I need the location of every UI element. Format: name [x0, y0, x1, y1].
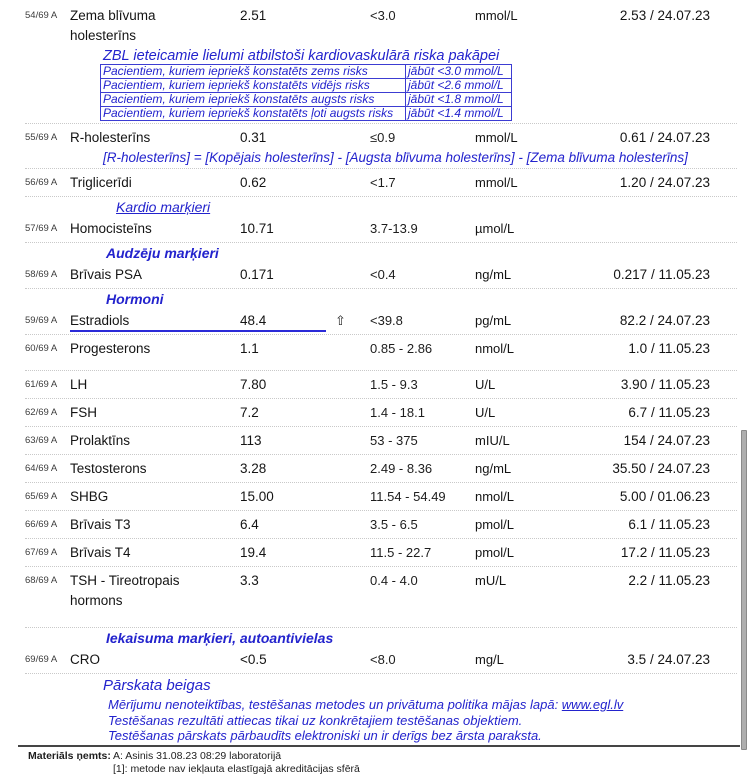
row-divider [25, 566, 737, 567]
reference-range: 53 - 375 [370, 433, 418, 448]
previous-result: 2.2 / 11.05.23 [628, 573, 710, 588]
risk-category: Pacientiem, kuriem iepriekš konstatēts ļoti augsts risks [101, 107, 406, 120]
previous-result: 2.53 / 24.07.23 [619, 8, 710, 23]
test-name: Brīvais T3 [70, 517, 131, 532]
footer-note-line-1 [108, 697, 750, 713]
test-name: Zema blīvuma holesterīns [70, 8, 156, 43]
previous-result: 3.5 / 24.07.23 [627, 652, 710, 667]
test-unit: µmol/L [475, 221, 515, 236]
test-unit: U/L [475, 405, 496, 420]
scrollbar-thumb[interactable] [741, 430, 747, 750]
result-row [0, 4, 750, 47]
risk-target-value: jābūt <1.8 mmol/L [408, 92, 504, 106]
test-unit: nmol/L [475, 489, 515, 504]
row-divider [25, 288, 737, 289]
test-unit: pmol/L [475, 517, 515, 532]
test-result: 15.00 [240, 489, 274, 504]
result-row [0, 309, 750, 332]
test-unit: mg/L [475, 652, 504, 667]
row-index: 61/69 A [25, 379, 58, 390]
row-index: 62/69 A [25, 407, 58, 418]
row-divider [25, 398, 737, 399]
test-name: Brīvais T4 [70, 545, 131, 560]
reference-range: 1.5 - 9.3 [370, 377, 418, 392]
previous-result: 35.50 / 24.07.23 [612, 461, 710, 476]
previous-result: 6.7 / 11.05.23 [628, 405, 710, 420]
test-result: 3.3 [240, 573, 259, 588]
test-result: 0.31 [240, 130, 267, 145]
test-unit: nmol/L [475, 341, 515, 356]
previous-result: 82.2 / 24.07.23 [619, 313, 710, 328]
risk-category: Pacientiem, kuriem iepriekš konstatēts augsts risks [101, 93, 406, 106]
result-row [0, 337, 750, 360]
report-end-title: Pārskata beigas [103, 677, 211, 694]
reference-range: 11.54 - 54.49 [370, 489, 446, 504]
test-result: 10.71 [240, 221, 274, 236]
reference-range: 0.85 - 2.86 [370, 341, 433, 356]
test-unit: mmol/L [475, 130, 518, 145]
row-index: 58/69 A [25, 269, 58, 280]
result-row [0, 457, 750, 480]
previous-result: 5.00 / 01.06.23 [619, 489, 710, 504]
test-name: Estradiols [70, 313, 130, 328]
row-divider [25, 510, 737, 511]
risk-target-value: jābūt <1.4 mmol/L [408, 106, 504, 120]
row-index: 68/69 A [25, 575, 58, 586]
row-index: 65/69 A [25, 491, 58, 502]
test-unit: mmol/L [475, 8, 518, 23]
row-divider [25, 168, 737, 169]
material-accreditation-note: [1]: metode nav iekļauta elastīgajā akreditācijas sfērā [113, 762, 360, 775]
row-divider [25, 242, 737, 243]
test-result: 2.51 [240, 8, 267, 23]
test-name: Brīvais PSA [70, 267, 143, 282]
test-unit: mmol/L [475, 175, 518, 190]
reference-range: 2.49 - 8.36 [370, 461, 433, 476]
risk-guideline-row [101, 107, 511, 120]
row-index: 57/69 A [25, 223, 58, 234]
result-row [0, 401, 750, 424]
result-note: [R-holesterīns] = [Kopējais holesterīns] - [Augsta blīvuma holesterīns] - [Zema blīvuma holesterīns] [103, 150, 688, 165]
previous-result: 6.1 / 11.05.23 [628, 517, 710, 532]
row-divider [25, 627, 737, 628]
reference-range: <1.7 [370, 175, 396, 190]
test-result: 1.1 [240, 341, 259, 356]
reference-range: 0.4 - 4.0 [370, 573, 418, 588]
material-value: A: Asinis 31.08.23 08:29 laboratorijā [113, 749, 282, 762]
reference-range: <3.0 [370, 8, 396, 23]
row-index: 63/69 A [25, 435, 58, 446]
test-name: Prolaktīns [70, 433, 131, 448]
spacer [0, 612, 750, 625]
result-row [0, 485, 750, 508]
row-index: 56/69 A [25, 177, 58, 188]
test-unit: pmol/L [475, 545, 515, 560]
result-row [0, 541, 750, 564]
risk-guideline-row [101, 79, 511, 93]
row-index: 54/69 A [25, 10, 58, 21]
result-row [0, 171, 750, 194]
test-result: 3.28 [240, 461, 267, 476]
footer-note-line-3: Testēšanas pārskats pārbaudīts elektroniski un ir derīgs bez ārsta paraksta. [108, 728, 542, 743]
test-name: SHBG [70, 489, 109, 504]
footer-note-text: Mērījumu nenoteiktības, testēšanas metodes un privātuma politika mājas lapā: [108, 697, 562, 712]
test-name: Homocisteīns [70, 221, 152, 236]
previous-result: 1.20 / 24.07.23 [619, 175, 710, 190]
row-index: 67/69 A [25, 547, 58, 558]
result-row [0, 648, 750, 671]
test-unit: ng/mL [475, 461, 512, 476]
row-index: 69/69 A [25, 654, 58, 665]
test-name: LH [70, 377, 88, 392]
test-result: 7.2 [240, 405, 259, 420]
row-index: 60/69 A [25, 343, 58, 354]
row-index: 64/69 A [25, 463, 58, 474]
risk-target-value: jābūt <3.0 mmol/L [408, 64, 504, 78]
test-name: FSH [70, 405, 97, 420]
section-header: Kardio marķieri [116, 199, 211, 215]
reference-range: <0.4 [370, 267, 396, 282]
test-name: Testosterons [70, 461, 147, 476]
high-flag-icon: ⇧ [335, 313, 346, 328]
section-header: Audzēju marķieri [106, 245, 219, 261]
row-divider [25, 454, 737, 455]
test-result: 113 [240, 433, 262, 448]
row-divider [25, 426, 737, 427]
test-result: 0.62 [240, 175, 267, 190]
material-values [113, 750, 360, 776]
result-row [0, 373, 750, 396]
reference-range: <8.0 [370, 652, 396, 667]
previous-result: 0.217 / 11.05.23 [613, 267, 710, 282]
material-label: Materiāls ņemts: [28, 749, 111, 762]
reference-range: 1.4 - 18.1 [370, 405, 425, 420]
row-divider [25, 334, 737, 335]
test-result: 19.4 [240, 545, 267, 560]
test-result: <0.5 [240, 652, 267, 667]
result-row [0, 126, 750, 149]
test-unit: mIU/L [475, 433, 510, 448]
previous-result: 17.2 / 11.05.23 [620, 545, 710, 560]
row-divider [25, 123, 737, 124]
test-result: 6.4 [240, 517, 259, 532]
row-index: 66/69 A [25, 519, 58, 530]
row-divider [25, 673, 737, 674]
egl-website-link[interactable]: www.egl.lv [561, 697, 624, 712]
row-index: 59/69 A [25, 315, 58, 326]
result-row [0, 429, 750, 452]
previous-result: 0.61 / 24.07.23 [619, 130, 710, 145]
test-unit: U/L [475, 377, 496, 392]
result-row [0, 513, 750, 536]
reference-range: 11.5 - 22.7 [370, 545, 432, 560]
previous-result: 1.0 / 11.05.23 [628, 341, 710, 356]
test-name: Triglicerīdi [70, 175, 132, 190]
row-divider [25, 370, 737, 371]
guideline-title: ZBL ieteicamie lielumi atbilstoši kardiovaskulārā riska pakāpei [103, 48, 500, 64]
vertical-scrollbar[interactable] [738, 0, 750, 750]
previous-result: 154 / 24.07.23 [623, 433, 710, 448]
risk-category: Pacientiem, kuriem iepriekš konstatēts vidējs risks [101, 79, 406, 92]
previous-result: 3.90 / 11.05.23 [620, 377, 710, 392]
test-name: CRO [70, 652, 100, 667]
result-row [0, 263, 750, 286]
test-result: 7.80 [240, 377, 267, 392]
spacer [0, 360, 750, 368]
test-unit: ng/mL [475, 267, 512, 282]
result-row [0, 569, 750, 612]
result-row [0, 217, 750, 240]
section-header: Iekaisuma marķieri, autoantivielas [106, 630, 334, 646]
row-divider [25, 482, 737, 483]
reference-range: <39.8 [370, 313, 403, 328]
footer-note-line-2: Testēšanas rezultāti attiecas tikai uz konkrētajiem testēšanas objektiem. [108, 712, 523, 728]
test-name: Progesterons [70, 341, 151, 356]
row-divider [25, 196, 737, 197]
test-unit: mU/L [475, 573, 507, 588]
test-result: 48.4 [240, 313, 267, 328]
section-header: Hormoni [106, 291, 164, 307]
reference-range: 3.5 - 6.5 [370, 517, 418, 532]
reference-range: 3.7-13.9 [370, 221, 418, 236]
report-footer [0, 677, 750, 776]
abnormal-result-underline [70, 330, 326, 332]
page-bottom-rule [18, 745, 740, 747]
test-name: R-holesterīns [70, 130, 151, 145]
row-index: 55/69 A [25, 132, 58, 143]
test-result: 0.171 [240, 267, 274, 282]
risk-guideline-row [101, 65, 511, 79]
test-name: TSH - Tireotropais hormons [70, 573, 180, 608]
risk-target-value: jābūt <2.6 mmol/L [408, 78, 504, 92]
risk-guideline-table [100, 64, 512, 121]
reference-range: ≤0.9 [370, 130, 396, 145]
row-divider [25, 538, 737, 539]
material-info [28, 750, 750, 776]
test-unit: pg/mL [475, 313, 512, 328]
risk-category: Pacientiem, kuriem iepriekš konstatēts zems risks [101, 65, 406, 78]
risk-guideline-row [101, 93, 511, 107]
